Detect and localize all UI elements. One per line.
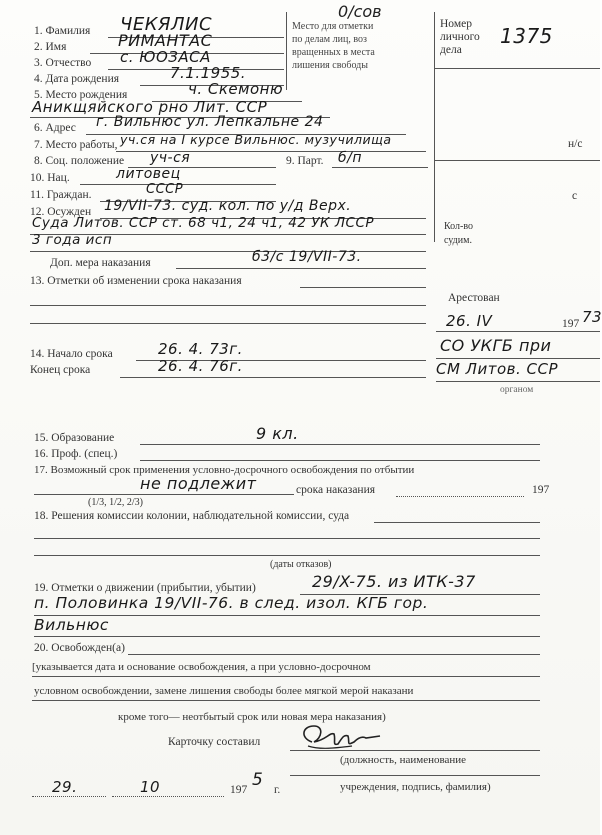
header-box-text: Место для отметки по делам лиц, воз вращенных в места лишения свободы [292, 21, 375, 71]
f7-value: уч.ся на I курсе Вильнюс. музучилища [120, 132, 392, 147]
f16-line [140, 460, 540, 461]
kolvo-label: Кол-во судим. [444, 221, 474, 246]
f9-value: б/п [338, 150, 363, 166]
date-month: 10 [140, 778, 161, 796]
f6-value: г. Вильнюс ул. Лепкальне 24 [96, 114, 324, 130]
f2-value: РИМАНТАС [118, 31, 213, 50]
f15-line [140, 444, 540, 445]
header-box-right-border [434, 12, 435, 242]
compiled-line-2 [290, 775, 540, 776]
f13-line-2 [30, 305, 426, 306]
f20-line-2 [32, 676, 540, 677]
f13-line-3 [30, 323, 426, 324]
arrest-org-2: СМ Литов. ССР [436, 360, 558, 378]
end-line [120, 377, 426, 378]
f16-label: 16. Проф. (спец.) [34, 448, 118, 460]
f19-value-2: п. Половинка 19/VII-76. в след. изол. КГБ гор. [34, 594, 429, 612]
f5-label: 5. Место рождения [34, 89, 128, 101]
f9-line [332, 167, 428, 168]
refusals-hint: (даты отказов) [270, 559, 332, 570]
f17-line [34, 494, 294, 495]
end-value: 26. 4. 76г. [158, 357, 243, 375]
f15-value: 9 кл. [256, 424, 299, 443]
f4-value: 7.1.1955. [170, 64, 247, 82]
f19-value-3: Вильнюс [34, 616, 109, 634]
f8-label: 8. Соц. положение [34, 155, 125, 167]
arrest-value: 26. IV [446, 312, 493, 330]
f17-date-line [396, 496, 524, 497]
f18-line-3 [34, 555, 540, 556]
f13-line-1 [300, 287, 426, 288]
f11-value: СССР [146, 182, 184, 197]
f10-label: 10. Нац. [30, 172, 70, 184]
f20-hint-1: [указывается дата и основание освобождения, а при условно-досрочном [32, 661, 371, 673]
f1-value: ЧЕКЯЛИС [120, 14, 213, 35]
arrest-org-1: СО УКГБ при [440, 336, 552, 355]
f2-label: 2. Имя [34, 41, 67, 53]
f19-label: 19. Отметки о движении (прибытии, убытии) [34, 582, 256, 594]
f12-line-3 [30, 251, 426, 252]
extra-line [176, 268, 426, 269]
extra-label: Доп. мера наказания [50, 257, 151, 269]
compiled-hint-1: (должность, наименование [340, 754, 467, 766]
f12-value-2: Суда Литов. ССР ст. 68 ч1, 24 ч1, 42 УК ЛССР [32, 215, 375, 231]
extra-value: б3/с 19/VII-73. [252, 249, 362, 265]
f20-line-1 [128, 654, 540, 655]
f17-year: 197 [532, 484, 550, 496]
f17-value: не подлежит [140, 474, 257, 493]
top-stamp: 0/сов [338, 2, 382, 21]
f18-label: 18. Решения комиссии колонии, наблюдательной комиссии, суда [34, 510, 350, 522]
f18-line-1 [374, 522, 540, 523]
arrest-year: 73 [582, 308, 602, 326]
f14-label: 14. Начало срока [30, 348, 113, 360]
f14-value: 26. 4. 73г. [158, 340, 243, 358]
f4-label: 4. Дата рождения [34, 73, 120, 85]
ns-box-line [434, 160, 600, 161]
compiled-hint-2: учреждения, подпись, фамилия) [340, 781, 491, 793]
ns-label: н/с [568, 138, 583, 150]
case-number-value: 1375 [500, 24, 553, 48]
s-label: с [572, 190, 578, 202]
f12-label: 12. Осужден [30, 206, 92, 218]
f17-label: 17. Возможный срок применения условно-досрочного освобождения по отбытии [34, 464, 415, 476]
f11-label: 11. Граждан. [30, 189, 92, 201]
f19-line-2 [34, 615, 540, 616]
compiled-line [290, 750, 540, 751]
f20-hint-3: кроме того— неотбытый срок или новая мера наказания) [118, 711, 386, 723]
f12-value: 19/VII-73. суд. кол. по у/д Верх. [104, 198, 352, 214]
date-year-suffix: 5 [252, 770, 264, 790]
f13-label: 13. Отметки об изменении срока наказания [30, 275, 242, 287]
date-month-line [112, 796, 224, 797]
arrest-year-prefix: 197 [562, 318, 580, 330]
arrest-org-line-2 [436, 381, 600, 382]
f15-label: 15. Образование [34, 432, 115, 444]
arrest-org-hint: органом [500, 385, 534, 395]
f6-label: 6. Адрес [34, 122, 76, 134]
f3-label: 3. Отчество [34, 57, 92, 69]
end-label: Конец срока [30, 364, 91, 376]
date-day: 29. [52, 778, 78, 796]
f20-label: 20. Освобожден(а) [34, 642, 125, 654]
f20-hint-2: условном освобождении, замене лишения свободы более мягкой мерой наказани [34, 685, 414, 697]
f20-line-3 [32, 700, 540, 701]
arrest-label: Арестован [448, 292, 500, 304]
f7-label: 7. Место работы, [34, 139, 118, 151]
f9-label: 9. Парт. [286, 155, 324, 167]
f5-value: ч. Скемоню [188, 80, 284, 98]
f1-label: 1. Фамилия [34, 25, 91, 37]
f17-term: срока наказания [296, 484, 376, 496]
f3-value: с. ЮОЗАСА [120, 48, 211, 66]
f19-value: 29/X-75. из ИТК-37 [312, 572, 476, 591]
f5-value-2: Аникщяйского рно Лит. ССР [32, 98, 268, 116]
arrest-org-line-1 [436, 358, 600, 359]
date-day-line [32, 796, 106, 797]
f10-value: литовец [116, 166, 181, 182]
f19-line-3 [34, 636, 540, 637]
f8-value: уч-ся [150, 150, 191, 166]
arrest-line [436, 331, 600, 332]
f12-value-3: 3 года исп [32, 232, 113, 248]
date-year-prefix: 197 [230, 784, 248, 796]
case-number-label: Номер личного дела [440, 18, 480, 56]
header-box-left-border [286, 12, 287, 90]
date-g: г. [274, 784, 281, 796]
f18-line-2 [34, 538, 540, 539]
f17-fractions: (1/3, 1/2, 2/3) [88, 497, 143, 508]
compiled-label: Карточку составил [168, 736, 261, 748]
case-number-box-bottom [434, 68, 600, 69]
